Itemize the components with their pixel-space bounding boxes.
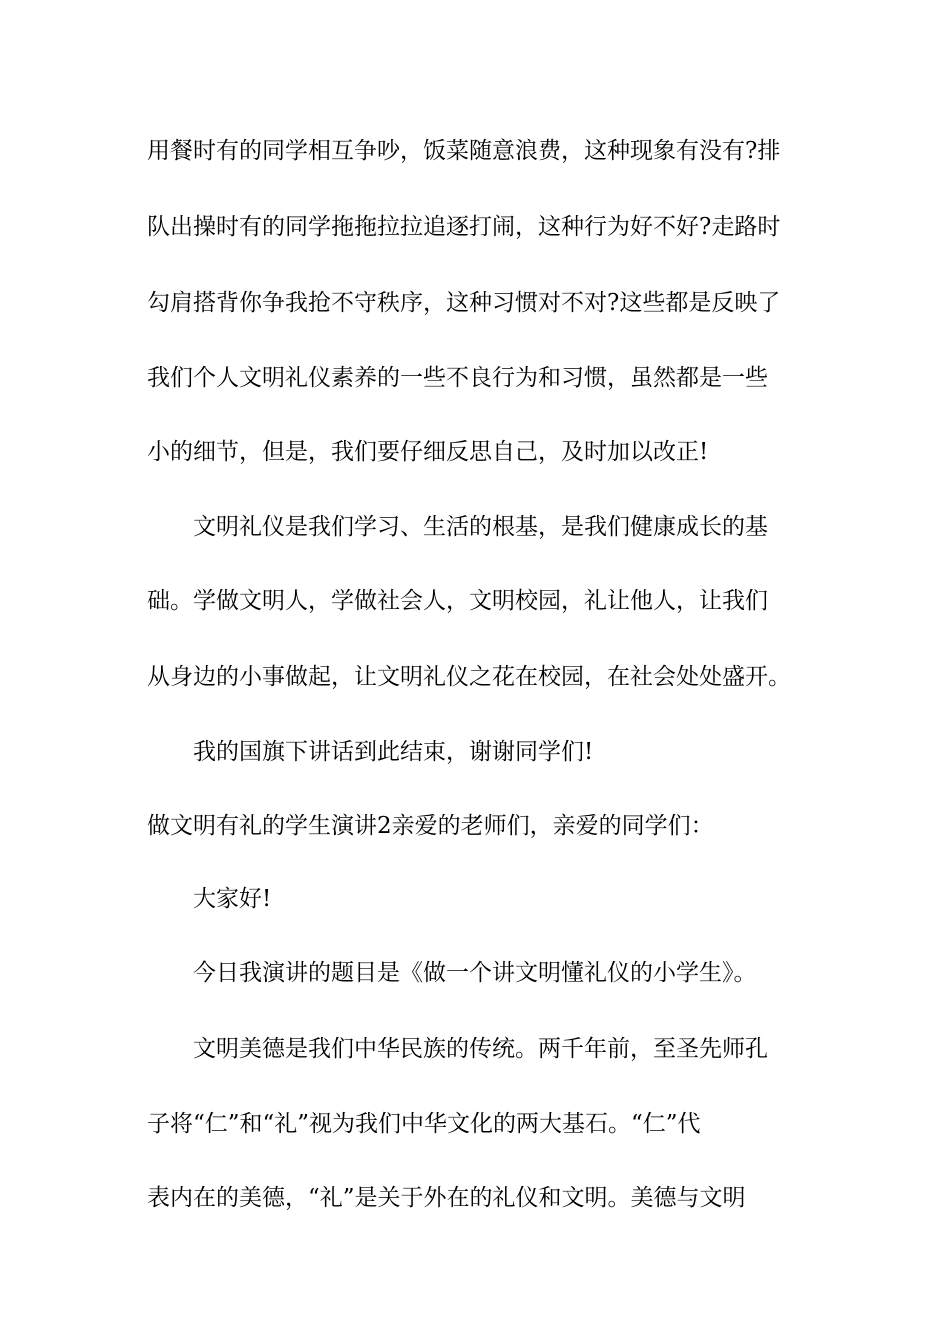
- text-line-10: 做文明有礼的学生演讲2亲爱的老师们，亲爱的同学们：: [147, 813, 714, 839]
- text-line-9: 我的国旗下讲话到此结束，谢谢同学们!: [193, 739, 594, 765]
- text-line-11: 大家好!: [193, 886, 272, 912]
- text-line-14: 子将“仁”和“礼”视为我们中华文化的两大基石。“仁”代: [147, 1111, 701, 1137]
- text-line-12: 今日我演讲的题目是《做一个讲文明懂礼仪的小学生》。: [193, 960, 757, 986]
- text-line-2: 队出操时有的同学拖拖拉拉追逐打闹，这种行为好不好?走路时: [147, 214, 781, 240]
- text-line-5: 小的细节，但是，我们要仔细反思自己，及时加以改正!: [147, 439, 709, 465]
- text-line-3: 勾肩搭背你争我抢不守秩序，这种习惯对不对?这些都是反映了: [147, 290, 781, 316]
- text-line-15: 表内在的美德，“礼”是关于外在的礼仪和文明。美德与文明: [147, 1185, 746, 1211]
- text-line-1: 用餐时有的同学相互争吵，饭菜随意浪费，这种现象有没有?排: [147, 138, 781, 164]
- text-line-6: 文明礼仪是我们学习、生活的根基，是我们健康成长的基: [193, 514, 768, 540]
- text-line-8: 从身边的小事做起，让文明礼仪之花在校园，在社会处处盛开。: [147, 664, 791, 690]
- text-line-7: 础。学做文明人，学做社会人，文明校园，礼让他人，让我们: [147, 588, 768, 614]
- text-line-4: 我们个人文明礼仪素养的一些不良行为和习惯，虽然都是一些: [147, 365, 768, 391]
- text-line-13: 文明美德是我们中华民族的传统。两千年前，至圣先师孔: [193, 1036, 768, 1062]
